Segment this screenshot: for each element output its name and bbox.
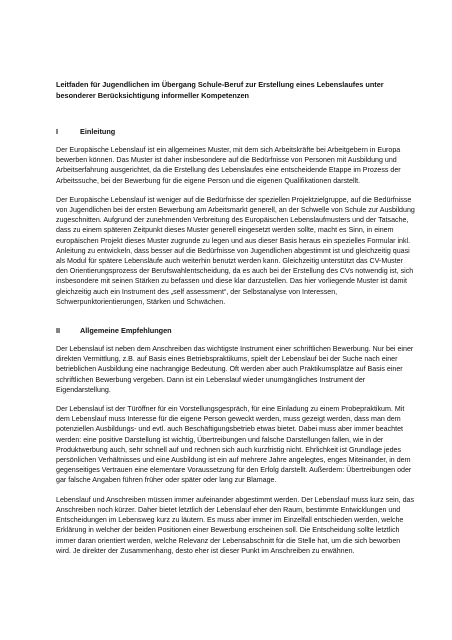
section-number: II — [56, 326, 61, 336]
paragraph: Der Europäische Lebenslauf ist weniger auf die Bedürfnisse der speziellen Projektzielgruppe, auf die Bedürfnisse von Jugendlichen bei der ersten Bewerbung am Arbeitsmarkt generell, an der Schwelle von Schule zur Ausbildung zugeschnitten. Aufgrund der zunehmenden Verbreitung des Europäischen Lebenslaufmusters und der Tatsache, dass zu einem späteren Zeitpunkt dieses Muster generell eingesetzt werden sollte, macht es Sinn, in einem europäischen Projekt dieses Muster zugrunde zu legen und aus dieser Basis heraus ein spezielles Formular inkl. Anleitung zu entwickeln, dass besser auf die Bedürfnisse von Jugendlichen abgestimmt ist und gleichzeitig quasi als Modul für spätere Lebensläufe auch weiterhin benutzt werden kann. Gleichzeitig unterstützt das CV-Muster den Orientierungsprozess der Berufswahlentscheidung, da es auch bei der Erstellung des CVs notwendig ist, sich insbesondere mit seinen Stärken zu befassen und diese klar darzustellen. Das hier vorliegende Muster ist damit gleichzeitig auch ein Instrument des „self assessment“, der Selbstanalyse von Interessen, Schwerpunktorientierungen, Stärken und Schwächen. — [56, 195, 415, 306]
paragraph: Der Lebenslauf ist neben dem Anschreiben das wichtigste Instrument einer schriftlichen Bewerbung. Nur bei einer direkten Vermittlung, z.B. auf Basis eines Betriebspraktikums, spielt der Lebenslauf bei der Suche nach einer betrieblichen Ausbildung eine nachrangige Bedeutung. Oft werden aber auch Praktikumsplätze auf Basis einer schriftlichen Bewerbung vergeben. Dann ist ein Lebenslauf wieder unumgängliches Instrument der Eigendarstellung. — [56, 345, 414, 394]
section-number: I — [56, 127, 59, 136]
section-heading-einleitung — [56, 126, 416, 137]
paragraph: Lebenslauf und Anschreiben müssen immer aufeinander abgestimmt werden. Der Lebenslauf muss kurz sein, das Anschreiben noch kürzer. Daher bietet letztlich der Lebenslauf eher den Raum, bestimmte Entwicklungen und Entscheidungen im Lebensweg kurz zu läutern. Es muss aber immer im Einzelfall entschieden werden, welche Erklärung in welcher der beiden Positionen einer Bewerbung erscheinen soll. Die Entscheidung sollte letztlich immer daran orientiert werden, welche Relevanz der Lebensabschnitt für die Stelle hat, um die sich beworben wird. Je direkter der Zusammenhang, desto eher ist dieser Punkt im Anschreiben zu erwähnen. — [56, 495, 415, 555]
document-body — [56, 79, 416, 565]
section-title: Einleitung — [80, 127, 116, 136]
paragraph: Der Lebenslauf ist der Türöffner für ein Vorstellungsgespräch, für eine Einladung zu einem Probepraktikum. Mit dem Lebenslauf muss Interesse für die eigene Person geweckt werden, muss gezeigt werden, dass man dem potenziellen Ausbildungs- und evtl. auch Beschäftigungsbetrieb etwas bietet. Dabei muss aber immer beachtet werden: eine positive Darstellung ist wichtig, Übertreibungen und falsche Darstellungen fallen, wie in der Produktwerbung auch, sehr schnell auf und rechnen sich auch kurzfristig nicht. Ehrlichkeit ist Grundlage jedes persönlichen Verhältnisses und eine Ausbildung ist ein auf mehrere Jahre angelegtes, enges Miteinander, in dem gegenseitiges Vertrauen eine elementare Voraussetzung für den Erfolg darstellt. Außerdem: Übertreibungen oder gar falsche Angaben führen früher oder später oder lang zur Blamage. — [56, 405, 412, 485]
document-title: Leitfaden für Jugendlichen im Übergang Schule-Beruf zur Erstellung eines Lebenslaufes unter besonderer Berücksichtigung informeller Kompetenzen — [56, 80, 384, 100]
section-title: Allgemeine Empfehlungen — [80, 326, 172, 336]
paragraph: Der Europäische Lebenslauf ist ein allgemeines Muster, mit dem sich Arbeitskräfte bei Arbeitgebern in Europa bewerben können. Das Muster ist daher insbesondere auf die Bedürfnisse von Personen mit Ausbildung und Arbeitserfahrung ausgerichtet, da die Erstellung des Lebenslaufes eine entscheidende Etappe im Prozess der Arbeitssuche, bei der Bewerbung für die eigene Person und die eigenen Qualifikationen darstellt. — [56, 146, 401, 185]
section-heading-allgemeine-empfehlungen — [56, 325, 416, 336]
